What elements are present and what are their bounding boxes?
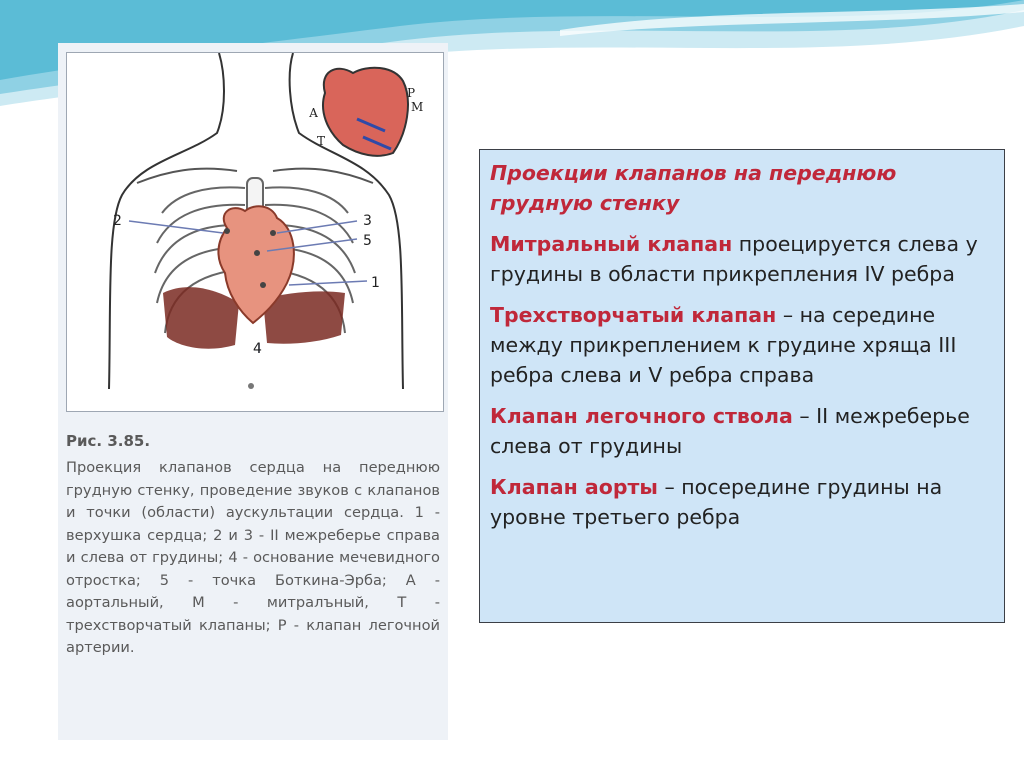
inset-heart <box>323 68 408 156</box>
label-mitral: М <box>411 100 424 114</box>
box-item-pulmonary <box>490 401 994 461</box>
box-item-mitral <box>490 229 994 289</box>
label-aortic: А <box>309 106 319 120</box>
label-tricuspid: Т <box>317 134 326 148</box>
box-item-aortic <box>490 472 994 532</box>
box-text: – на середине между прикреплением к грудине хряща III ребра слева и V ребра справа <box>490 303 957 387</box>
label-2: 2 <box>113 213 122 229</box>
label-pulmonary: Р <box>407 86 416 100</box>
box-term: Митральный клапан <box>490 232 733 256</box>
box-text: – посередине грудины на уровне третьего ребра <box>490 475 943 529</box>
box-term: Трехстворчатый клапан <box>490 303 777 327</box>
box-heading: Проекции клапанов на переднюю грудную стенку <box>490 161 897 215</box>
box-text: проецируется слева у грудины в области прикрепления IV ребра <box>490 232 978 286</box>
clavicle-right <box>137 169 237 183</box>
figure-caption-title: Рис. 3.85. <box>66 432 151 450</box>
diaphragm <box>163 287 239 349</box>
box-term: Клапан легочного ствола <box>490 404 793 428</box>
label-5: 5 <box>363 233 372 249</box>
clavicle-left <box>273 169 373 183</box>
box-text: – II межреберье слева от грудины <box>490 404 970 458</box>
figure-caption-text: Проекция клапанов сердца на переднюю грудную стенку, проведение звуков с клапанов и точки (области) аускультации сердца. 1 - верхушка сердца; 2 и 3 - II межреберье справа и слева от грудины; 4 - основание мечевидного отростка; 5 - точка Боткина-Эрба; А - аортальный, М - митралъный, Т - трехстворчатый клапаны; Р - клапан легочной артерии. <box>66 459 440 656</box>
chest-anatomy-drawing <box>67 53 443 411</box>
valve-projection-box <box>479 149 1005 623</box>
navel-mark <box>248 383 254 389</box>
label-3: 3 <box>363 213 372 229</box>
label-1: 1 <box>371 275 380 291</box>
box-term: Клапан аорты <box>490 475 658 499</box>
label-4: 4 <box>253 341 262 357</box>
chest-illustration <box>66 52 444 412</box>
box-item-tricuspid <box>490 300 994 390</box>
